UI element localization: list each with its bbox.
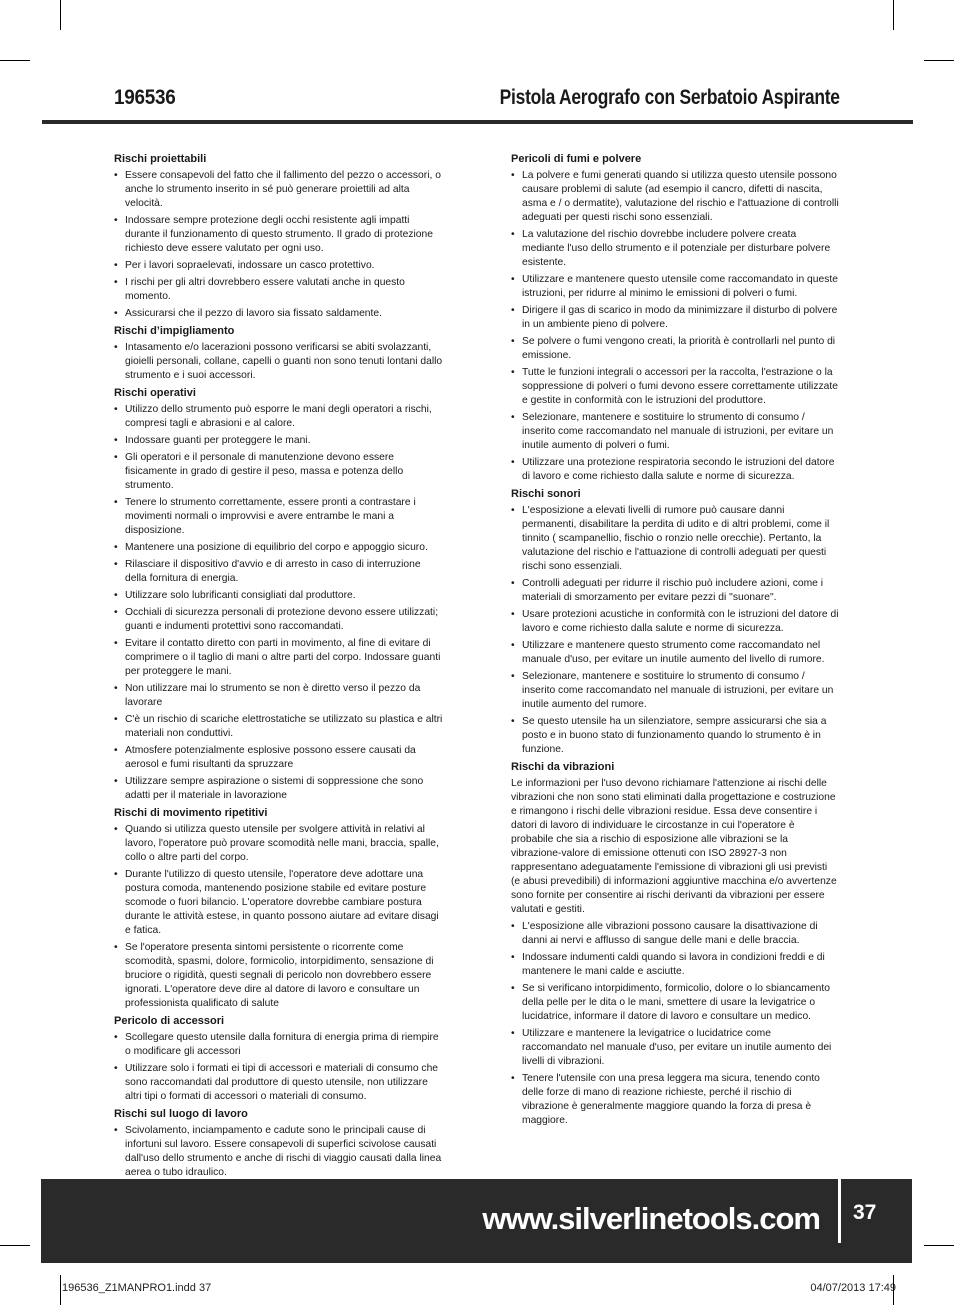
bullet-item: • Utilizzare una protezione respiratoria secondo le istruzioni del datore di lavoro e come richiesto dalla salute e norme di sicurezza. bbox=[511, 456, 839, 484]
page-header bbox=[114, 86, 840, 116]
section-title: Rischi d’impigliamento bbox=[114, 325, 235, 337]
bullet-item: • Scivolamento, inciampamento e cadute sono le principali cause di infortuni sul lavoro. Essere consapevoli di superfici scivolose causati dall'uso dello strumento e anche di rischi di viaggio causati dalla linea aerea o tubo idraulico. bbox=[114, 1124, 444, 1180]
section-title: Rischi operativi bbox=[114, 387, 196, 399]
bullet-item: • I rischi per gli altri dovrebbero essere valutati anche in questo momento. bbox=[114, 276, 444, 304]
website-url[interactable]: www.silverlinetools.com bbox=[482, 1201, 820, 1236]
right-column bbox=[511, 152, 839, 1131]
section bbox=[114, 386, 444, 803]
bullet-item: • Intasamento e/o lacerazioni possono verificarsi se abiti svolazzanti, gioielli personali, collane, capelli o guanti non sono tenuti lontani dallo strumento e i suoi accessori. bbox=[114, 341, 444, 383]
bullet-item: • Quando si utilizza questo utensile per svolgere attività in relativi al lavoro, l'operatore può provare scomodità nelle mani, braccia, spalle, collo o altre parti del corpo. bbox=[114, 823, 444, 865]
bullet-list bbox=[114, 823, 444, 1011]
bullet-item: • Selezionare, mantenere e sostituire lo strumento di consumo / inserito come raccomandato nel manuale di istruzioni, per evitare un inutile aumento del rumore. bbox=[511, 670, 839, 712]
bullet-item: • C'è un rischio di scariche elettrostatiche se utilizzato su plastica e altri materiali non conduttivi. bbox=[114, 713, 444, 741]
bullet-item: • L'esposizione a elevati livelli di rumore può causare danni permanenti, disabilitare la perdita di udito e di altri problemi, come il tinnito ( scampanellio, fischio o ronzio nelle orecchie). Pertanto, la valutazione del rischio e l'attuazione di controlli adeguati per questi rischi sono essenziali. bbox=[511, 504, 839, 574]
section-intro: Le informazioni per l'uso devono richiamare l'attenzione ai rischi delle vibrazioni che non sono stati eliminati dalla progettazione e costruzione e rimangono i rischi delle vibrazioni residue. Essa deve consentire i datori di lavoro di individuare le circostanze in cui l'operatore è probabile che sia a rischio di esposizione alle vibrazioni se la vibrazione-valore di emissione ottenuti con ISO 28927-3 non rappresentano adeguatamente l'emissione di vibrazioni gli usi previsti (e abusi prevedibili) di informazioni aggiuntive macchina e/o avvertenze sono fornite per consentire ai rischi derivanti da vibrazioni per essere valutati e gestiti. bbox=[511, 778, 837, 915]
bullet-item: • Se si verificano intorpidimento, formicolio, dolore o lo sbiancamento della pelle per le dita o le mani, smettere di usare la levigatrice o lucidatrice, informare il datore di lavoro e consultare un medico. bbox=[511, 982, 839, 1024]
section-title: Pericolo di accessori bbox=[114, 1015, 225, 1027]
bullet-item: • Rilasciare il dispositivo d'avvio e di arresto in caso di interruzione della fornitura di energia. bbox=[114, 558, 444, 586]
bullet-item: • Occhiali di sicurezza personali di protezione devono essere utilizzati; guanti e indumenti protettivi sono raccomandati. bbox=[114, 606, 444, 634]
bullet-item: • Se questo utensile ha un silenziatore, sempre assicurarsi che sia a posto e in buono stato di funzionamento quando lo strumento è in funzione. bbox=[511, 715, 839, 757]
section-title: Rischi di movimento ripetitivi bbox=[114, 807, 268, 819]
bullet-list bbox=[114, 341, 444, 383]
print-slug-date: 04/07/2013 17:49 bbox=[810, 1282, 896, 1294]
bullet-item: • Indossare indumenti caldi quando si lavora in condizioni freddi e di mantenere le mani calde e asciutte. bbox=[511, 951, 839, 979]
section bbox=[114, 152, 444, 321]
section-title: Rischi sul luogo di lavoro bbox=[114, 1108, 248, 1120]
section bbox=[511, 760, 839, 1128]
header-rule bbox=[42, 120, 913, 124]
bullet-item: • Durante l'utilizzo di questo utensile, l'operatore deve adottare una postura comoda, mantenendo posizione stabile ed evitare posture scomode o fuori bilancio. L'operatore dovrebbe cambiare postura durante le attività estese, in quanto possono aiutare ad evitare disagi e fatica. bbox=[114, 868, 444, 938]
bullet-list bbox=[511, 504, 839, 757]
page-number: 37 bbox=[853, 1201, 877, 1224]
bullet-item: • Non utilizzare mai lo strumento se non è diretto verso il pezzo da lavorare bbox=[114, 682, 444, 710]
bullet-item: • Dirigere il gas di scarico in modo da minimizzare il disturbo di polvere in un ambiente pieno di polvere. bbox=[511, 304, 839, 332]
bullet-item: • L'esposizione alle vibrazioni possono causare la disattivazione di danni ai nervi e afflusso di sangue delle mani e delle braccia. bbox=[511, 920, 839, 948]
crop-mark bbox=[60, 1275, 61, 1305]
crop-mark bbox=[0, 60, 30, 61]
bullet-item: • Utilizzare solo lubrificanti consigliati dal produttore. bbox=[114, 589, 444, 603]
bullet-item: • Atmosfere potenzialmente esplosive possono essere causati da aerosol e fumi risultanti da spruzzare bbox=[114, 744, 444, 772]
crop-mark bbox=[924, 1245, 954, 1246]
footer-divider bbox=[838, 1179, 841, 1243]
bullet-list bbox=[511, 920, 839, 1128]
page-title: Pistola Aerografo con Serbatoio Aspirante bbox=[499, 86, 840, 109]
bullet-list bbox=[114, 1031, 444, 1104]
bullet-item: • Utilizzare e mantenere questo utensile come raccomandato in queste istruzioni, per ridurre al minimo le emissioni di polveri o fumi. bbox=[511, 273, 839, 301]
section bbox=[114, 1014, 444, 1104]
bullet-item: • Controlli adeguati per ridurre il rischio può includere azioni, come i materiali di smorzamento per evitare pezzi di "suonare". bbox=[511, 577, 839, 605]
bullet-item: • Se l'operatore presenta sintomi persistente o ricorrente come scomodità, spasmi, dolore, formicolio, intorpidimento, sensazione di bruciore o rigidità, questi segnali di pericolo non dovrebbero essere ignorati. L'operatore deve dire al datore di lavoro e consultare un professionista qualificato di salute bbox=[114, 941, 444, 1011]
bullet-item: • Indossare guanti per proteggere le mani. bbox=[114, 434, 444, 448]
section bbox=[114, 806, 444, 1011]
footer-bar bbox=[41, 1179, 912, 1263]
section-title: Rischi da vibrazioni bbox=[511, 761, 615, 773]
bullet-item: • Tutte le funzioni integrali o accessori per la raccolta, l'estrazione o la soppressione di polveri o fumi devono essere correttamente utilizzate e gestite in conformità con le istruzioni del produttore. bbox=[511, 366, 839, 408]
bullet-item: • Tenere lo strumento correttamente, essere pronti a contrastare i movimenti normali o improvvisi e avere entrambe le mani a disposizione. bbox=[114, 496, 444, 538]
bullet-list bbox=[114, 169, 444, 321]
bullet-item: • Mantenere una posizione di equilibrio del corpo e appoggio sicuro. bbox=[114, 541, 444, 555]
section bbox=[511, 487, 839, 757]
bullet-item: • Per i lavori sopraelevati, indossare un casco protettivo. bbox=[114, 259, 444, 273]
bullet-item: • Utilizzo dello strumento può esporre le mani degli operatori a rischi, compresi tagli e abrasioni e al calore. bbox=[114, 403, 444, 431]
bullet-item: • Utilizzare e mantenere la levigatrice o lucidatrice come raccomandato nel manuale d'uso, per evitare un inutile aumento dei livelli di vibrazioni. bbox=[511, 1027, 839, 1069]
crop-mark bbox=[893, 0, 894, 30]
bullet-item: • Usare protezioni acustiche in conformità con le istruzioni del datore di lavoro e come richiesto dalla salute e norme di sicurezza. bbox=[511, 608, 839, 636]
bullet-item: • Tenere l'utensile con una presa leggera ma sicura, tenendo conto delle forze di mano di reazione richieste, perché il rischio di vibrazione è generalmente maggiore quando la forza di presa è maggiore. bbox=[511, 1072, 839, 1128]
bullet-item: • Selezionare, mantenere e sostituire lo strumento di consumo / inserito come raccomandato nel manuale di istruzioni, per evitare un inutile aumento di polveri o fumi. bbox=[511, 411, 839, 453]
section bbox=[511, 152, 839, 484]
bullet-item: • Gli operatori e il personale di manutenzione devono essere fisicamente in grado di gestire il peso, massa e potenza dello strumento. bbox=[114, 451, 444, 493]
bullet-item: • Utilizzare sempre aspirazione o sistemi di soppressione che sono adatti per il materiale in lavorazione bbox=[114, 775, 444, 803]
print-slug-file: 196536_Z1MANPRO1.indd 37 bbox=[62, 1282, 212, 1294]
section-title: Pericoli di fumi e polvere bbox=[511, 153, 642, 165]
section-title: Rischi sonori bbox=[511, 488, 581, 500]
section-title: Rischi proiettabili bbox=[114, 153, 207, 165]
product-code: 196536 bbox=[114, 86, 176, 109]
bullet-item: • Indossare sempre protezione degli occhi resistente agli impatti durante il funzionamento di questo strumento. Il grado di protezione richiesto deve essere valutato per ogni uso. bbox=[114, 214, 444, 256]
bullet-item: • Se polvere o fumi vengono creati, la priorità è controllarli nel punto di emissione. bbox=[511, 335, 839, 363]
crop-mark bbox=[0, 1245, 30, 1246]
bullet-item: • Essere consapevoli del fatto che il fallimento del pezzo o accessori, o anche lo strumento inserito in sé può generare proiettili ad alta velocità. bbox=[114, 169, 444, 211]
bullet-item: • Assicurarsi che il pezzo di lavoro sia fissato saldamente. bbox=[114, 307, 444, 321]
bullet-item: • Utilizzare solo i formati ei tipi di accessori e materiali di consumo che sono raccomandati dal produttore di questo utensile, non utilizzare altri tipi o formati di accessori o materiali di consumo. bbox=[114, 1062, 444, 1104]
bullet-item: • Evitare il contatto diretto con parti in movimento, al fine di evitare di comprimere o il taglio di mani o altre parti del corpo. Indossare guanti per proteggere le mani. bbox=[114, 637, 444, 679]
bullet-list bbox=[511, 169, 839, 484]
bullet-item: • La valutazione del rischio dovrebbe includere polvere creata mediante l'uso dello strumento e il potenziale per disturbare polvere esistente. bbox=[511, 228, 839, 270]
crop-mark bbox=[924, 60, 954, 61]
bullet-item: • Scollegare questo utensile dalla fornitura di energia prima di riempire o modificare gli accessori bbox=[114, 1031, 444, 1059]
left-column bbox=[114, 152, 444, 1228]
bullet-item: • Utilizzare e mantenere questo strumento come raccomandato nel manuale d'uso, per evitare un inutile aumento del livello di rumore. bbox=[511, 639, 839, 667]
bullet-list bbox=[114, 403, 444, 803]
bullet-item: • La polvere e fumi generati quando si utilizza questo utensile possono causare problemi di salute (ad esempio il cancro, difetti di nascita, asma e / o dermatite), valutazione del rischio e l'attuazione di controlli adeguati per questi rischi sono essenziali. bbox=[511, 169, 839, 225]
crop-mark bbox=[60, 0, 61, 30]
section bbox=[114, 324, 444, 383]
